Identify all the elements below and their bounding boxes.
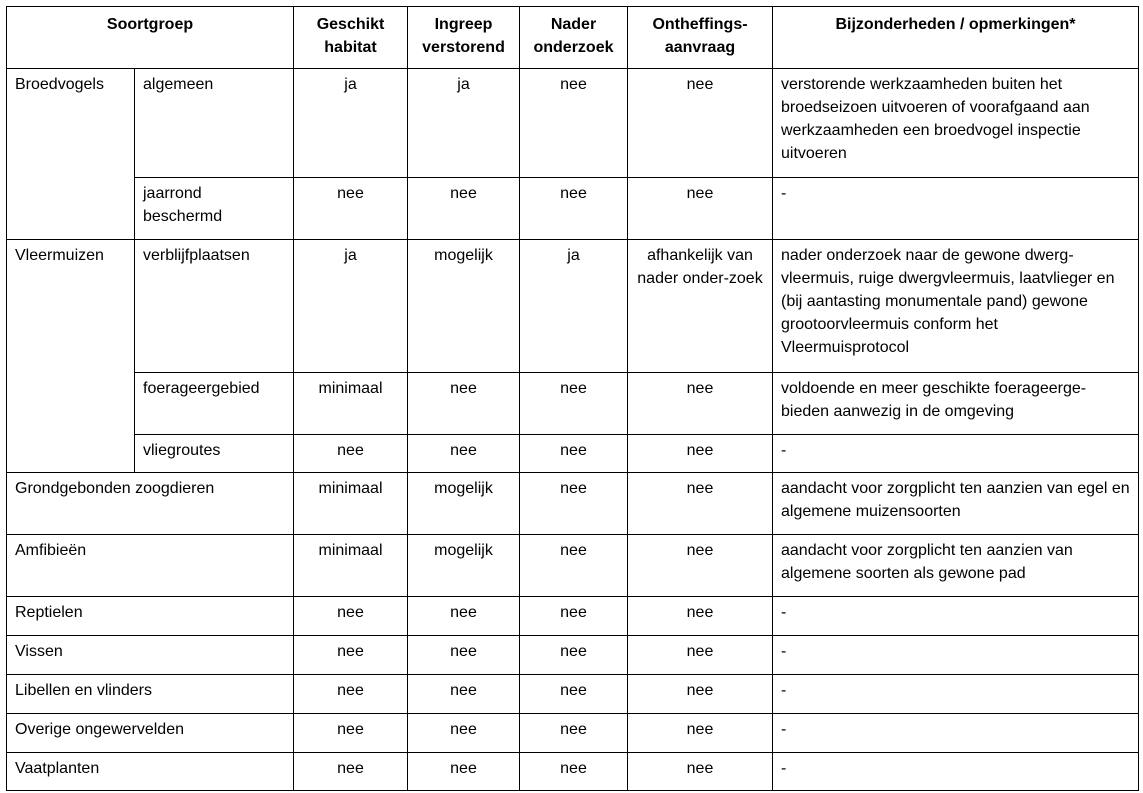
header-ingreep-verstorend: Ingreep verstorend [408,7,520,69]
table-row [7,69,1139,178]
cell-geschikt: ja [294,240,408,373]
cell-geschikt: nee [294,178,408,240]
table-row [7,473,1139,535]
cell-nader: nee [520,636,628,675]
cell-nader: nee [520,675,628,714]
cell-ingreep: mogelijk [408,535,520,597]
cell-opmerking: - [773,753,1139,791]
cell-ontheffing: nee [628,597,773,636]
cell-nader: nee [520,178,628,240]
cell-nader: nee [520,69,628,178]
cell-ontheffing: nee [628,373,773,435]
header-geschikt-habitat: Geschikt habitat [294,7,408,69]
cell-nader: ja [520,240,628,373]
table-row [7,535,1139,597]
sub-vliegroutes: vliegroutes [135,435,294,473]
cell-ontheffing: nee [628,636,773,675]
group-amfibieen: Amfibieën [7,535,294,597]
cell-geschikt: nee [294,636,408,675]
cell-geschikt: nee [294,753,408,791]
cell-ontheffing: nee [628,535,773,597]
cell-nader: nee [520,373,628,435]
table-row [7,373,1139,435]
table-row [7,178,1139,240]
cell-ingreep: ja [408,69,520,178]
cell-ontheffing: nee [628,753,773,791]
cell-opmerking: nader onderzoek naar de gewone dwerg-vleermuis, ruige dwergvleermuis, laatvlieger en (bij aantasting monumentale pand) gewone grootoorvleermuis conform het Vleermuisprotocol [773,240,1139,373]
table-row [7,435,1139,473]
cell-nader: nee [520,597,628,636]
cell-opmerking: aandacht voor zorgplicht ten aanzien van algemene soorten als gewone pad [773,535,1139,597]
cell-nader: nee [520,714,628,753]
species-table [6,6,1139,791]
group-vleermuizen: Vleermuizen [7,240,135,473]
cell-ontheffing: nee [628,473,773,535]
cell-opmerking: - [773,714,1139,753]
cell-ingreep: mogelijk [408,473,520,535]
cell-ingreep: nee [408,435,520,473]
cell-ingreep: nee [408,714,520,753]
group-vissen: Vissen [7,636,294,675]
cell-opmerking: - [773,636,1139,675]
cell-geschikt: minimaal [294,373,408,435]
table-row [7,597,1139,636]
cell-geschikt: nee [294,714,408,753]
sub-foerageergebied: foerageergebied [135,373,294,435]
group-broedvogels: Broedvogels [7,69,135,240]
cell-geschikt: minimaal [294,535,408,597]
cell-geschikt: minimaal [294,473,408,535]
cell-nader: nee [520,753,628,791]
group-overige-ongewervelden: Overige ongewervelden [7,714,294,753]
cell-ontheffing: afhankelijk van nader onder-zoek [628,240,773,373]
cell-ontheffing: nee [628,675,773,714]
cell-opmerking: - [773,435,1139,473]
table-row [7,240,1139,373]
table-row [7,636,1139,675]
header-soortgroep: Soortgroep [7,7,294,69]
cell-ingreep: nee [408,597,520,636]
cell-ingreep: nee [408,675,520,714]
group-vaatplanten: Vaatplanten [7,753,294,791]
cell-ontheffing: nee [628,435,773,473]
cell-geschikt: nee [294,597,408,636]
sub-verblijfplaatsen: verblijfplaatsen [135,240,294,373]
cell-opmerking: aandacht voor zorgplicht ten aanzien van egel en algemene muizensoorten [773,473,1139,535]
cell-nader: nee [520,435,628,473]
cell-ontheffing: nee [628,69,773,178]
header-bijzonderheden: Bijzonderheden / opmerkingen* [773,7,1139,69]
cell-opmerking: - [773,675,1139,714]
cell-geschikt: nee [294,435,408,473]
cell-nader: nee [520,473,628,535]
cell-ontheffing: nee [628,178,773,240]
cell-ingreep: nee [408,636,520,675]
cell-opmerking: verstorende werkzaamheden buiten het broedseizoen uitvoeren of voorafgaand aan werkzaamheden een broedvogel inspectie uitvoeren [773,69,1139,178]
cell-geschikt: nee [294,675,408,714]
cell-ingreep: nee [408,373,520,435]
header-row [7,7,1139,69]
cell-nader: nee [520,535,628,597]
group-grondgebonden-zoogdieren: Grondgebonden zoogdieren [7,473,294,535]
sub-jaarrond-beschermd: jaarrond beschermd [135,178,294,240]
cell-geschikt: ja [294,69,408,178]
cell-opmerking: - [773,178,1139,240]
table-row [7,714,1139,753]
group-libellen-en-vlinders: Libellen en vlinders [7,675,294,714]
cell-ontheffing: nee [628,714,773,753]
cell-ingreep: mogelijk [408,240,520,373]
cell-ingreep: nee [408,178,520,240]
cell-opmerking: - [773,597,1139,636]
header-nader-onderzoek: Nader onderzoek [520,7,628,69]
cell-opmerking: voldoende en meer geschikte foerageerge-bieden aanwezig in de omgeving [773,373,1139,435]
sub-algemeen: algemeen [135,69,294,178]
table-row [7,675,1139,714]
cell-ingreep: nee [408,753,520,791]
table-row [7,753,1139,791]
header-ontheffingsaanvraag: Ontheffings-aanvraag [628,7,773,69]
group-reptielen: Reptielen [7,597,294,636]
